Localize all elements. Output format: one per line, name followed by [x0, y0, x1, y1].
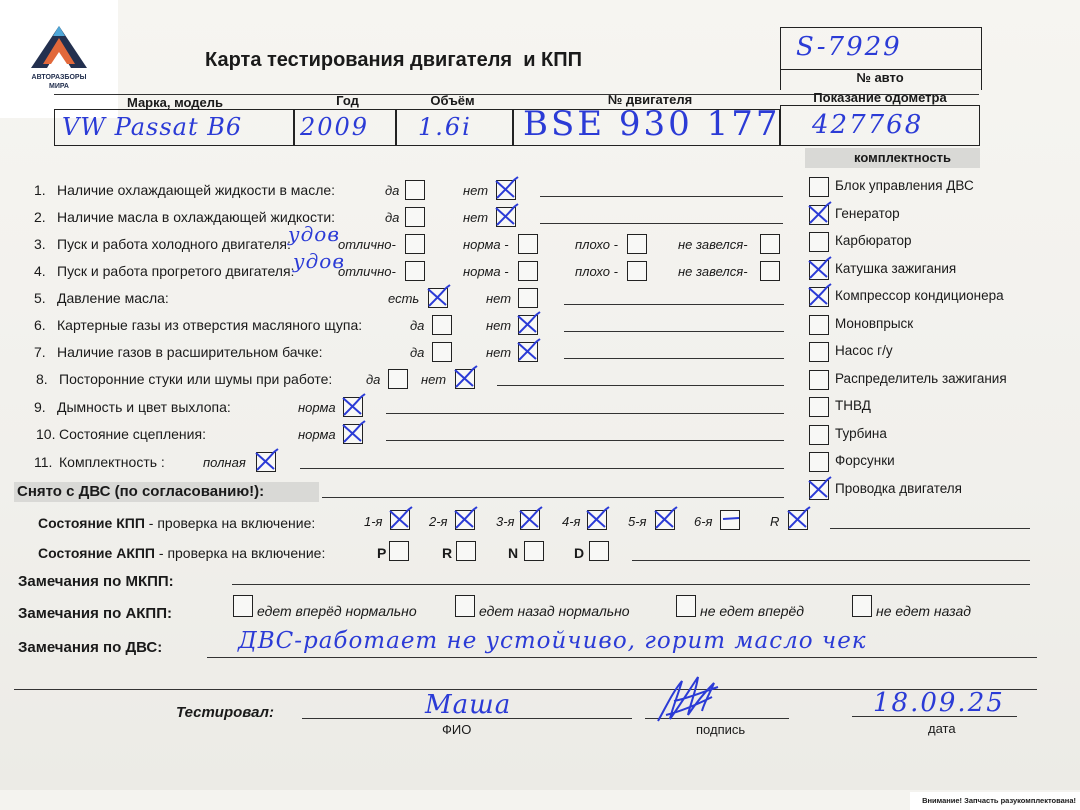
check-mark-icon [426, 285, 452, 311]
question-text: Наличие масла в охлаждающей жидкости: [57, 209, 336, 225]
gear-label: 3-я [496, 514, 515, 529]
engine-no-label: № двигателя [607, 92, 693, 107]
completeness-checkbox[interactable] [809, 452, 829, 472]
completeness-item-label: Катушка зажигания [835, 260, 957, 276]
akpp-mode-checkbox[interactable] [389, 541, 409, 561]
option-label: норма - [463, 237, 509, 252]
removed-line [322, 497, 784, 498]
kpp-line [830, 528, 1030, 529]
page-title: Карта тестирования двигателя и КПП [205, 49, 583, 71]
option-label: нет [486, 291, 512, 306]
check-mark-icon [494, 177, 520, 203]
option-label: отлично- [338, 264, 396, 279]
question-number: 7. [34, 344, 46, 360]
check-mark-icon [388, 507, 414, 533]
option-checkbox[interactable] [388, 369, 408, 389]
kpp-label [38, 515, 315, 531]
gear-label: R [770, 514, 780, 529]
option-label: да [410, 345, 425, 360]
option-label: плохо - [575, 264, 618, 279]
question-number: 2. [34, 209, 46, 225]
option-checkbox[interactable] [518, 234, 538, 254]
akpp-remark-label: едет назад нормально [479, 603, 630, 619]
question-number: 4. [34, 263, 46, 279]
gear-label: 5-я [628, 514, 647, 529]
gear-checkbox[interactable] [587, 510, 607, 530]
car-number-label: № авто [856, 70, 904, 85]
remarks-dvs-line [207, 657, 1037, 658]
remarks-mkpp-line [232, 584, 1030, 585]
answer-line [564, 304, 784, 305]
option-checkbox[interactable] [343, 424, 363, 444]
question-number: 11. [34, 454, 53, 470]
odometer-value: 427768 [812, 110, 924, 140]
akpp-mode-label: P [377, 545, 387, 561]
option-checkbox[interactable] [627, 261, 647, 281]
completeness-checkbox[interactable] [809, 342, 829, 362]
handwritten-note: удов [288, 222, 340, 246]
akpp-mode-label: D [574, 545, 585, 561]
signature-label: подпись [696, 722, 746, 737]
option-checkbox[interactable] [405, 207, 425, 227]
answer-line [540, 196, 783, 197]
car-number-value: S-7929 [796, 32, 902, 62]
completeness-item-label: Насос г/у [835, 343, 893, 358]
logo-mark-icon [29, 24, 89, 70]
akpp-mode-label: R [442, 545, 453, 561]
question-text: Пуск и работа холодного двигателя: [57, 236, 291, 252]
check-mark-icon [341, 421, 367, 447]
check-mark-icon [518, 507, 544, 533]
completeness-item-label: Моновпрыск [835, 315, 914, 331]
akpp-remark-label: не едет назад [876, 603, 971, 619]
akpp-remark-checkbox[interactable] [455, 595, 475, 617]
gear-checkbox[interactable] [455, 510, 475, 530]
check-mark-icon [453, 366, 479, 392]
option-checkbox[interactable] [760, 261, 780, 281]
option-label: да [410, 318, 425, 333]
handwritten-note: удов [293, 249, 345, 273]
removed-label: Снято с ДВС (по согласованию!): [17, 483, 265, 500]
answer-line [564, 331, 784, 332]
completeness-checkbox[interactable] [809, 205, 829, 225]
answer-line [564, 358, 784, 359]
remarks-akpp-label: Замечания по АКПП: [18, 605, 172, 622]
option-checkbox[interactable] [428, 288, 448, 308]
odometer-label: Показание одометра [813, 90, 947, 105]
volume-label: Объём [430, 93, 475, 108]
completeness-item-label: Компрессор кондиционера [835, 288, 1004, 303]
completeness-checkbox[interactable] [809, 480, 829, 500]
option-checkbox[interactable] [343, 397, 363, 417]
volume-value: 1.6i [418, 113, 472, 141]
year-value: 2009 [300, 113, 370, 141]
question-number: 10. [36, 426, 56, 442]
completeness-checkbox[interactable] [809, 370, 829, 390]
akpp-remark-checkbox[interactable] [852, 595, 872, 617]
option-checkbox[interactable] [518, 315, 538, 335]
completeness-item-label: Распределитель зажигания [835, 370, 1007, 386]
question-text: Давление масла: [57, 290, 169, 306]
question-number: 9. [34, 399, 46, 415]
completeness-item-label: Форсунки [835, 453, 895, 468]
completeness-checkbox[interactable] [809, 287, 829, 307]
akpp-remark-checkbox[interactable] [676, 595, 696, 617]
answer-line [540, 223, 783, 224]
akpp-remark-label: едет вперёд нормально [257, 603, 417, 619]
option-label: норма [298, 400, 336, 415]
option-checkbox[interactable] [405, 180, 425, 200]
answer-line [386, 440, 784, 441]
option-checkbox[interactable] [405, 234, 425, 254]
akpp-mode-checkbox[interactable] [456, 541, 476, 561]
option-label: плохо - [575, 237, 618, 252]
completeness-checkbox[interactable] [809, 425, 829, 445]
answer-line [386, 413, 784, 414]
gear-checkbox[interactable] [788, 510, 808, 530]
completeness-checkbox[interactable] [809, 260, 829, 280]
gear-label: 2-я [429, 514, 448, 529]
akpp-mode-label: N [508, 545, 519, 561]
check-mark-icon [807, 202, 833, 228]
question-number: 8. [36, 371, 48, 387]
tested-by-label: Тестировал: [176, 704, 274, 721]
gear-checkbox[interactable] [520, 510, 540, 530]
akpp-mode-checkbox[interactable] [589, 541, 609, 561]
answer-line [300, 468, 784, 469]
fio-value: Маша [425, 690, 512, 720]
akpp-remark-label: не едет вперёд [700, 603, 805, 619]
date-label: дата [928, 721, 956, 736]
question-number: 6. [34, 317, 46, 333]
akpp-remark-checkbox[interactable] [233, 595, 253, 617]
kpp-label-bold: Состояние КПП [38, 515, 145, 531]
option-checkbox[interactable] [518, 261, 538, 281]
option-checkbox[interactable] [760, 234, 780, 254]
check-mark-icon [453, 507, 479, 533]
completeness-item-label: Генератор [835, 205, 900, 221]
completeness-item-label: Блок управления ДВС [835, 178, 974, 193]
logo-line1: АВТОРАЗБОРЫ [31, 74, 87, 81]
option-checkbox[interactable] [496, 207, 516, 227]
check-mark-icon [786, 507, 812, 533]
option-checkbox[interactable] [627, 234, 647, 254]
remarks-mkpp-label: Замечания по МКПП: [18, 573, 174, 590]
completeness-item-label: Турбина [835, 425, 887, 441]
completeness-checkbox[interactable] [809, 397, 829, 417]
option-label: норма [298, 427, 336, 442]
completeness-checkbox[interactable] [809, 177, 829, 197]
question-text: Картерные газы из отверстия масляного щупа: [57, 317, 363, 333]
option-label: да [385, 183, 400, 198]
akpp-label [38, 545, 325, 561]
question-text: Посторонние стуки или шумы при работе: [59, 371, 333, 387]
option-label: нет [463, 210, 489, 225]
question-text: Дымность и цвет выхлопа: [57, 399, 231, 415]
option-checkbox[interactable] [432, 342, 452, 362]
answer-line [497, 385, 784, 386]
completeness-item-label: ТНВД [835, 398, 871, 413]
date-value: 18.09.25 [873, 688, 1005, 718]
question-number: 3. [34, 236, 46, 252]
fio-label: ФИО [442, 722, 472, 737]
check-mark-icon [516, 312, 542, 338]
option-label: не завелся- [678, 264, 748, 279]
warning-banner [910, 792, 1080, 810]
signature-icon [652, 671, 732, 727]
warning-text: Внимание! Запчасть разукомплектована! [922, 796, 1076, 805]
akpp-line [632, 560, 1030, 561]
question-number: 5. [34, 290, 46, 306]
option-checkbox[interactable] [256, 452, 276, 472]
question-number: 1. [34, 182, 46, 198]
question-text: Наличие охлаждающей жидкости в масле: [57, 182, 336, 198]
check-mark-icon [341, 394, 367, 420]
dash-mark-icon [718, 507, 744, 533]
completeness-item-label: Проводка двигателя [835, 480, 962, 496]
gear-label: 6-я [694, 514, 713, 529]
gear-checkbox[interactable] [655, 510, 675, 530]
check-mark-icon [494, 204, 520, 230]
completeness-checkbox[interactable] [809, 232, 829, 252]
option-label: да [366, 372, 381, 387]
logo-line2: МИРА [49, 83, 69, 90]
option-checkbox[interactable] [455, 369, 475, 389]
option-label: полная [203, 455, 246, 470]
engine-no-value: BSE 930 177 [523, 104, 781, 144]
option-label: да [385, 210, 400, 225]
akpp-label-bold: Состояние АКПП [38, 545, 155, 561]
check-mark-icon [807, 284, 833, 310]
check-mark-icon [585, 507, 611, 533]
gear-checkbox[interactable] [720, 510, 740, 530]
gear-label: 1-я [364, 514, 383, 529]
akpp-mode-checkbox[interactable] [524, 541, 544, 561]
option-label: не завелся- [678, 237, 748, 252]
check-mark-icon [653, 507, 679, 533]
option-label: есть [388, 291, 420, 306]
check-mark-icon [254, 449, 280, 475]
check-mark-icon [516, 339, 542, 365]
completeness-checkbox[interactable] [809, 315, 829, 335]
make-label: Марка, модель [126, 95, 224, 110]
make-value: VW Passat B6 [62, 113, 243, 141]
check-mark-icon [807, 477, 833, 503]
option-label: норма - [463, 264, 509, 279]
option-checkbox[interactable] [518, 288, 538, 308]
gear-label: 4-я [562, 514, 581, 529]
option-label: нет [486, 345, 512, 360]
option-label: нет [421, 372, 447, 387]
option-checkbox[interactable] [496, 180, 516, 200]
akpp-label-rest: - проверка на включение: [155, 545, 326, 561]
question-text: Пуск и работа прогретого двигателя: [57, 263, 295, 279]
question-text: Наличие газов в расширительном бачке: [57, 344, 323, 360]
question-text: Состояние сцепления: [59, 426, 206, 442]
gear-checkbox[interactable] [390, 510, 410, 530]
option-checkbox[interactable] [405, 261, 425, 281]
option-label: нет [486, 318, 512, 333]
question-text: Комплектность : [59, 454, 165, 470]
check-mark-icon [807, 257, 833, 283]
year-label: Год [336, 93, 359, 108]
remarks-dvs-value: ДВС-работает не устойчиво, горит масло чек [238, 628, 867, 654]
option-checkbox[interactable] [518, 342, 538, 362]
option-label: отлично- [338, 237, 396, 252]
completeness-title: комплектность [854, 150, 951, 165]
remarks-dvs-label: Замечания по ДВС: [18, 639, 163, 656]
completeness-item-label: Карбюратор [835, 233, 912, 248]
kpp-label-rest: - проверка на включение: [144, 515, 316, 531]
option-label: нет [463, 183, 489, 198]
option-checkbox[interactable] [432, 315, 452, 335]
